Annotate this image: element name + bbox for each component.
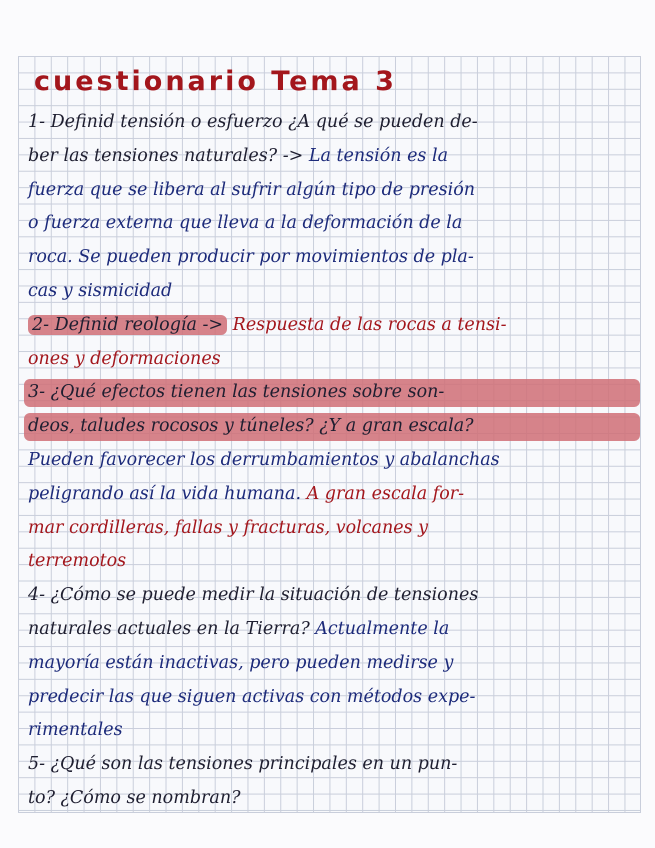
line-14: terremotos bbox=[28, 551, 127, 572]
line-8: ones y deformaciones bbox=[28, 348, 221, 369]
line-15: 4- ¿Cómo se puede medir la situación de tensiones bbox=[28, 585, 479, 606]
line-9: 3- ¿Qué efectos tienen las tensiones sobre son- bbox=[28, 376, 640, 410]
line-19: rimentales bbox=[28, 720, 123, 741]
line-2: ber las tensiones naturales? -> La tensión es la bbox=[28, 145, 448, 166]
page-title: cuestionario Tema 3 bbox=[34, 66, 397, 97]
line-1: 1- Definid tensión o esfuerzo ¿A qué se pueden de- bbox=[28, 112, 478, 132]
line-12: peligrando así la vida humana. A gran escala for- bbox=[28, 483, 465, 504]
line-17: mayoría están inactivas, pero pueden medirse y bbox=[28, 652, 454, 673]
line-4: o fuerza externa que lleva a la deformación de la bbox=[28, 213, 463, 234]
line-7: 2- Definid reología -> Respuesta de las rocas a tensi- bbox=[28, 309, 640, 343]
line-6: cas y sismicidad bbox=[28, 280, 173, 301]
line-3: fuerza que se libera al sufrir algún tipo de presión bbox=[28, 179, 476, 200]
line-5: roca. Se pueden producir por movimientos de pla- bbox=[28, 247, 474, 268]
highlight-question-2: 2- Definid reología -> bbox=[28, 315, 227, 335]
line-16: naturales actuales en la Tierra? Actualmente la bbox=[28, 618, 450, 639]
line-11: Pueden favorecer los derrumbamientos y abalanchas bbox=[28, 449, 500, 470]
line-10: deos, taludes rocosos y túneles? ¿Y a gran escala? bbox=[28, 410, 640, 444]
line-13: mar cordilleras, fallas y fracturas, volcanes y bbox=[28, 517, 429, 538]
line-20: 5- ¿Qué son las tensiones principales en un pun- bbox=[28, 754, 458, 775]
line-21: to? ¿Cómo se nombran? bbox=[28, 787, 241, 808]
notes-content bbox=[28, 58, 640, 816]
line-18: predecir las que siguen activas con métodos expe- bbox=[28, 686, 476, 707]
